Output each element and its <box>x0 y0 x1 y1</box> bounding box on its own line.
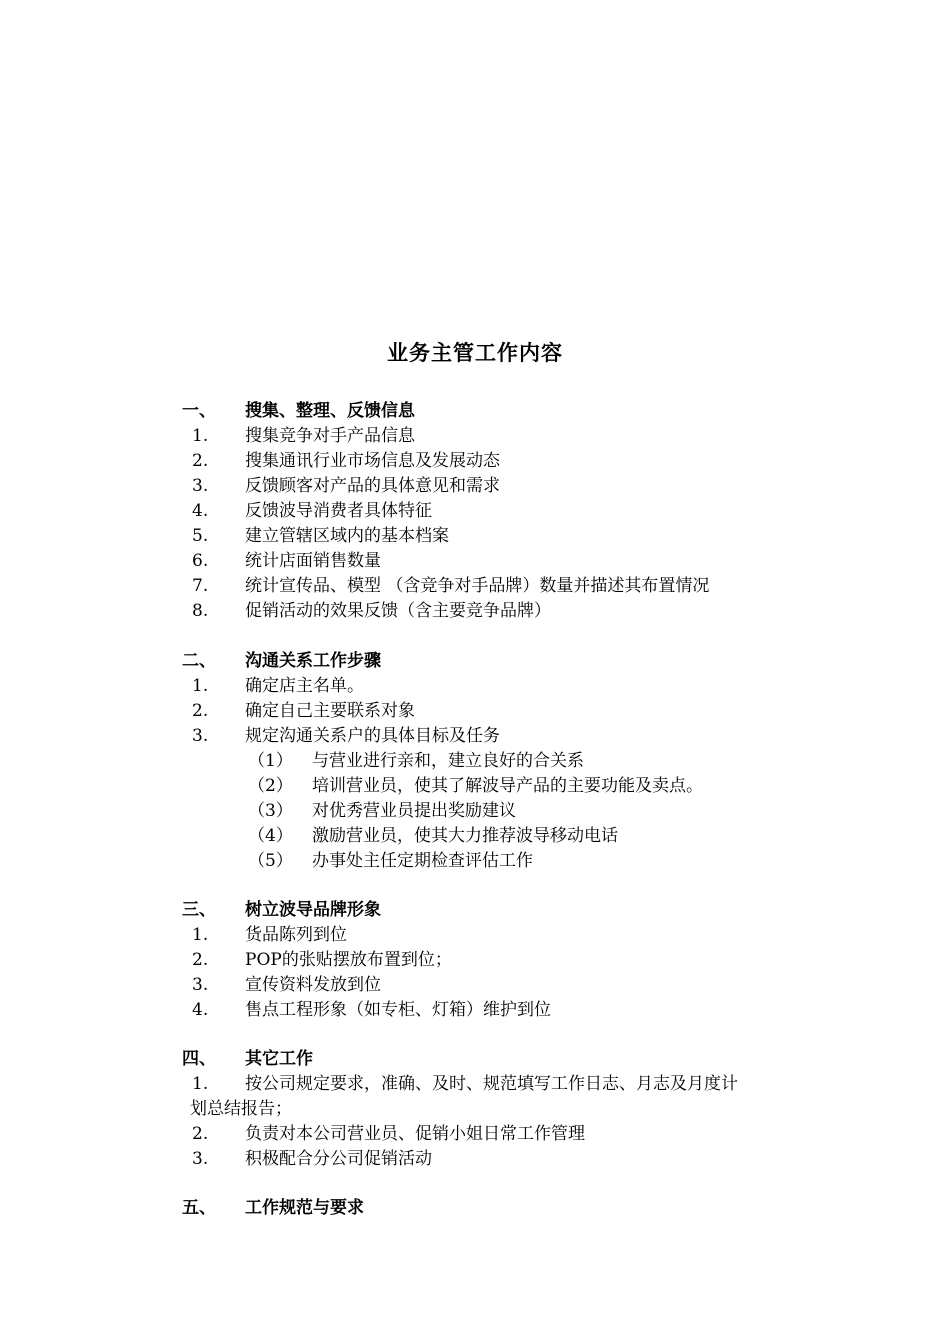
item-text: POP的张贴摆放布置到位； <box>245 950 452 970</box>
subitem-text: 对优秀营业员提出奖励建议 <box>312 801 516 821</box>
section-number: 一、 <box>182 401 216 421</box>
item-text: 反馈波导消费者具体特征 <box>245 501 432 521</box>
item-number: 1. <box>192 925 209 945</box>
item-text: 搜集通讯行业市场信息及发展动态 <box>245 451 500 471</box>
item-number: 1. <box>192 676 209 696</box>
item-number: 3. <box>192 975 209 995</box>
item-text: 反馈顾客对产品的具体意见和需求 <box>245 476 500 496</box>
section-heading: 树立波导品牌形象 <box>245 900 381 920</box>
section-number: 五、 <box>182 1198 216 1218</box>
item-number: 2. <box>192 701 209 721</box>
subitem-number: （4） <box>248 826 293 846</box>
item-number: 6. <box>192 551 209 571</box>
item-number: 3. <box>192 1149 209 1169</box>
item-text: 积极配合分公司促销活动 <box>245 1149 432 1169</box>
section-heading: 沟通关系工作步骤 <box>245 651 381 671</box>
subitem-number: （3） <box>248 801 293 821</box>
item-text-continuation: 划总结报告； <box>190 1099 292 1119</box>
item-text: 规定沟通关系户的具体目标及任务 <box>245 726 500 746</box>
item-number: 4. <box>192 501 209 521</box>
subitem-number: （5） <box>248 851 293 871</box>
item-number: 1. <box>192 1074 209 1094</box>
subitem-text: 与营业进行亲和，建立良好的合关系 <box>312 751 584 771</box>
item-number: 4. <box>192 1000 209 1020</box>
subitem-number: （2） <box>248 776 293 796</box>
item-text: 建立管辖区域内的基本档案 <box>245 526 449 546</box>
item-text: 促销活动的效果反馈（含主要竞争品牌） <box>245 601 551 621</box>
document-title: 业务主管工作内容 <box>387 340 563 365</box>
item-text: 统计店面销售数量 <box>245 551 381 571</box>
section-number: 三、 <box>182 900 216 920</box>
item-number: 3. <box>192 476 209 496</box>
section-number: 四、 <box>182 1049 216 1069</box>
item-number: 7. <box>192 576 209 596</box>
item-number: 8. <box>192 601 209 621</box>
item-text: 售点工程形象（如专柜、灯箱）维护到位 <box>245 1000 551 1020</box>
item-text: 按公司规定要求，准确、及时、规范填写工作日志、月志及月度计 <box>245 1074 738 1094</box>
item-text: 货品陈列到位 <box>245 925 347 945</box>
item-number: 1. <box>192 426 209 446</box>
section-heading: 工作规范与要求 <box>245 1198 364 1218</box>
item-text: 确定店主名单。 <box>245 676 364 696</box>
subitem-number: （1） <box>248 751 293 771</box>
item-number: 2. <box>192 950 209 970</box>
item-text: 统计宣传品、模型 （含竞争对手品牌）数量并描述其布置情况 <box>245 576 710 596</box>
item-text: 负责对本公司营业员、促销小姐日常工作管理 <box>245 1124 585 1144</box>
section-heading: 搜集、整理、反馈信息 <box>245 401 415 421</box>
item-number: 2. <box>192 1124 209 1144</box>
section-number: 二、 <box>182 651 216 671</box>
item-number: 2. <box>192 451 209 471</box>
section-heading: 其它工作 <box>245 1049 313 1069</box>
subitem-text: 激励营业员，使其大力推荐波导移动电话 <box>312 826 618 846</box>
item-text: 确定自己主要联系对象 <box>245 701 415 721</box>
subitem-text: 办事处主任定期检查评估工作 <box>312 851 533 871</box>
item-number: 3. <box>192 726 209 746</box>
item-number: 5. <box>192 526 209 546</box>
item-text: 搜集竞争对手产品信息 <box>245 426 415 446</box>
subitem-text: 培训营业员，使其了解波导产品的主要功能及卖点。 <box>312 776 703 796</box>
item-text: 宣传资料发放到位 <box>245 975 381 995</box>
